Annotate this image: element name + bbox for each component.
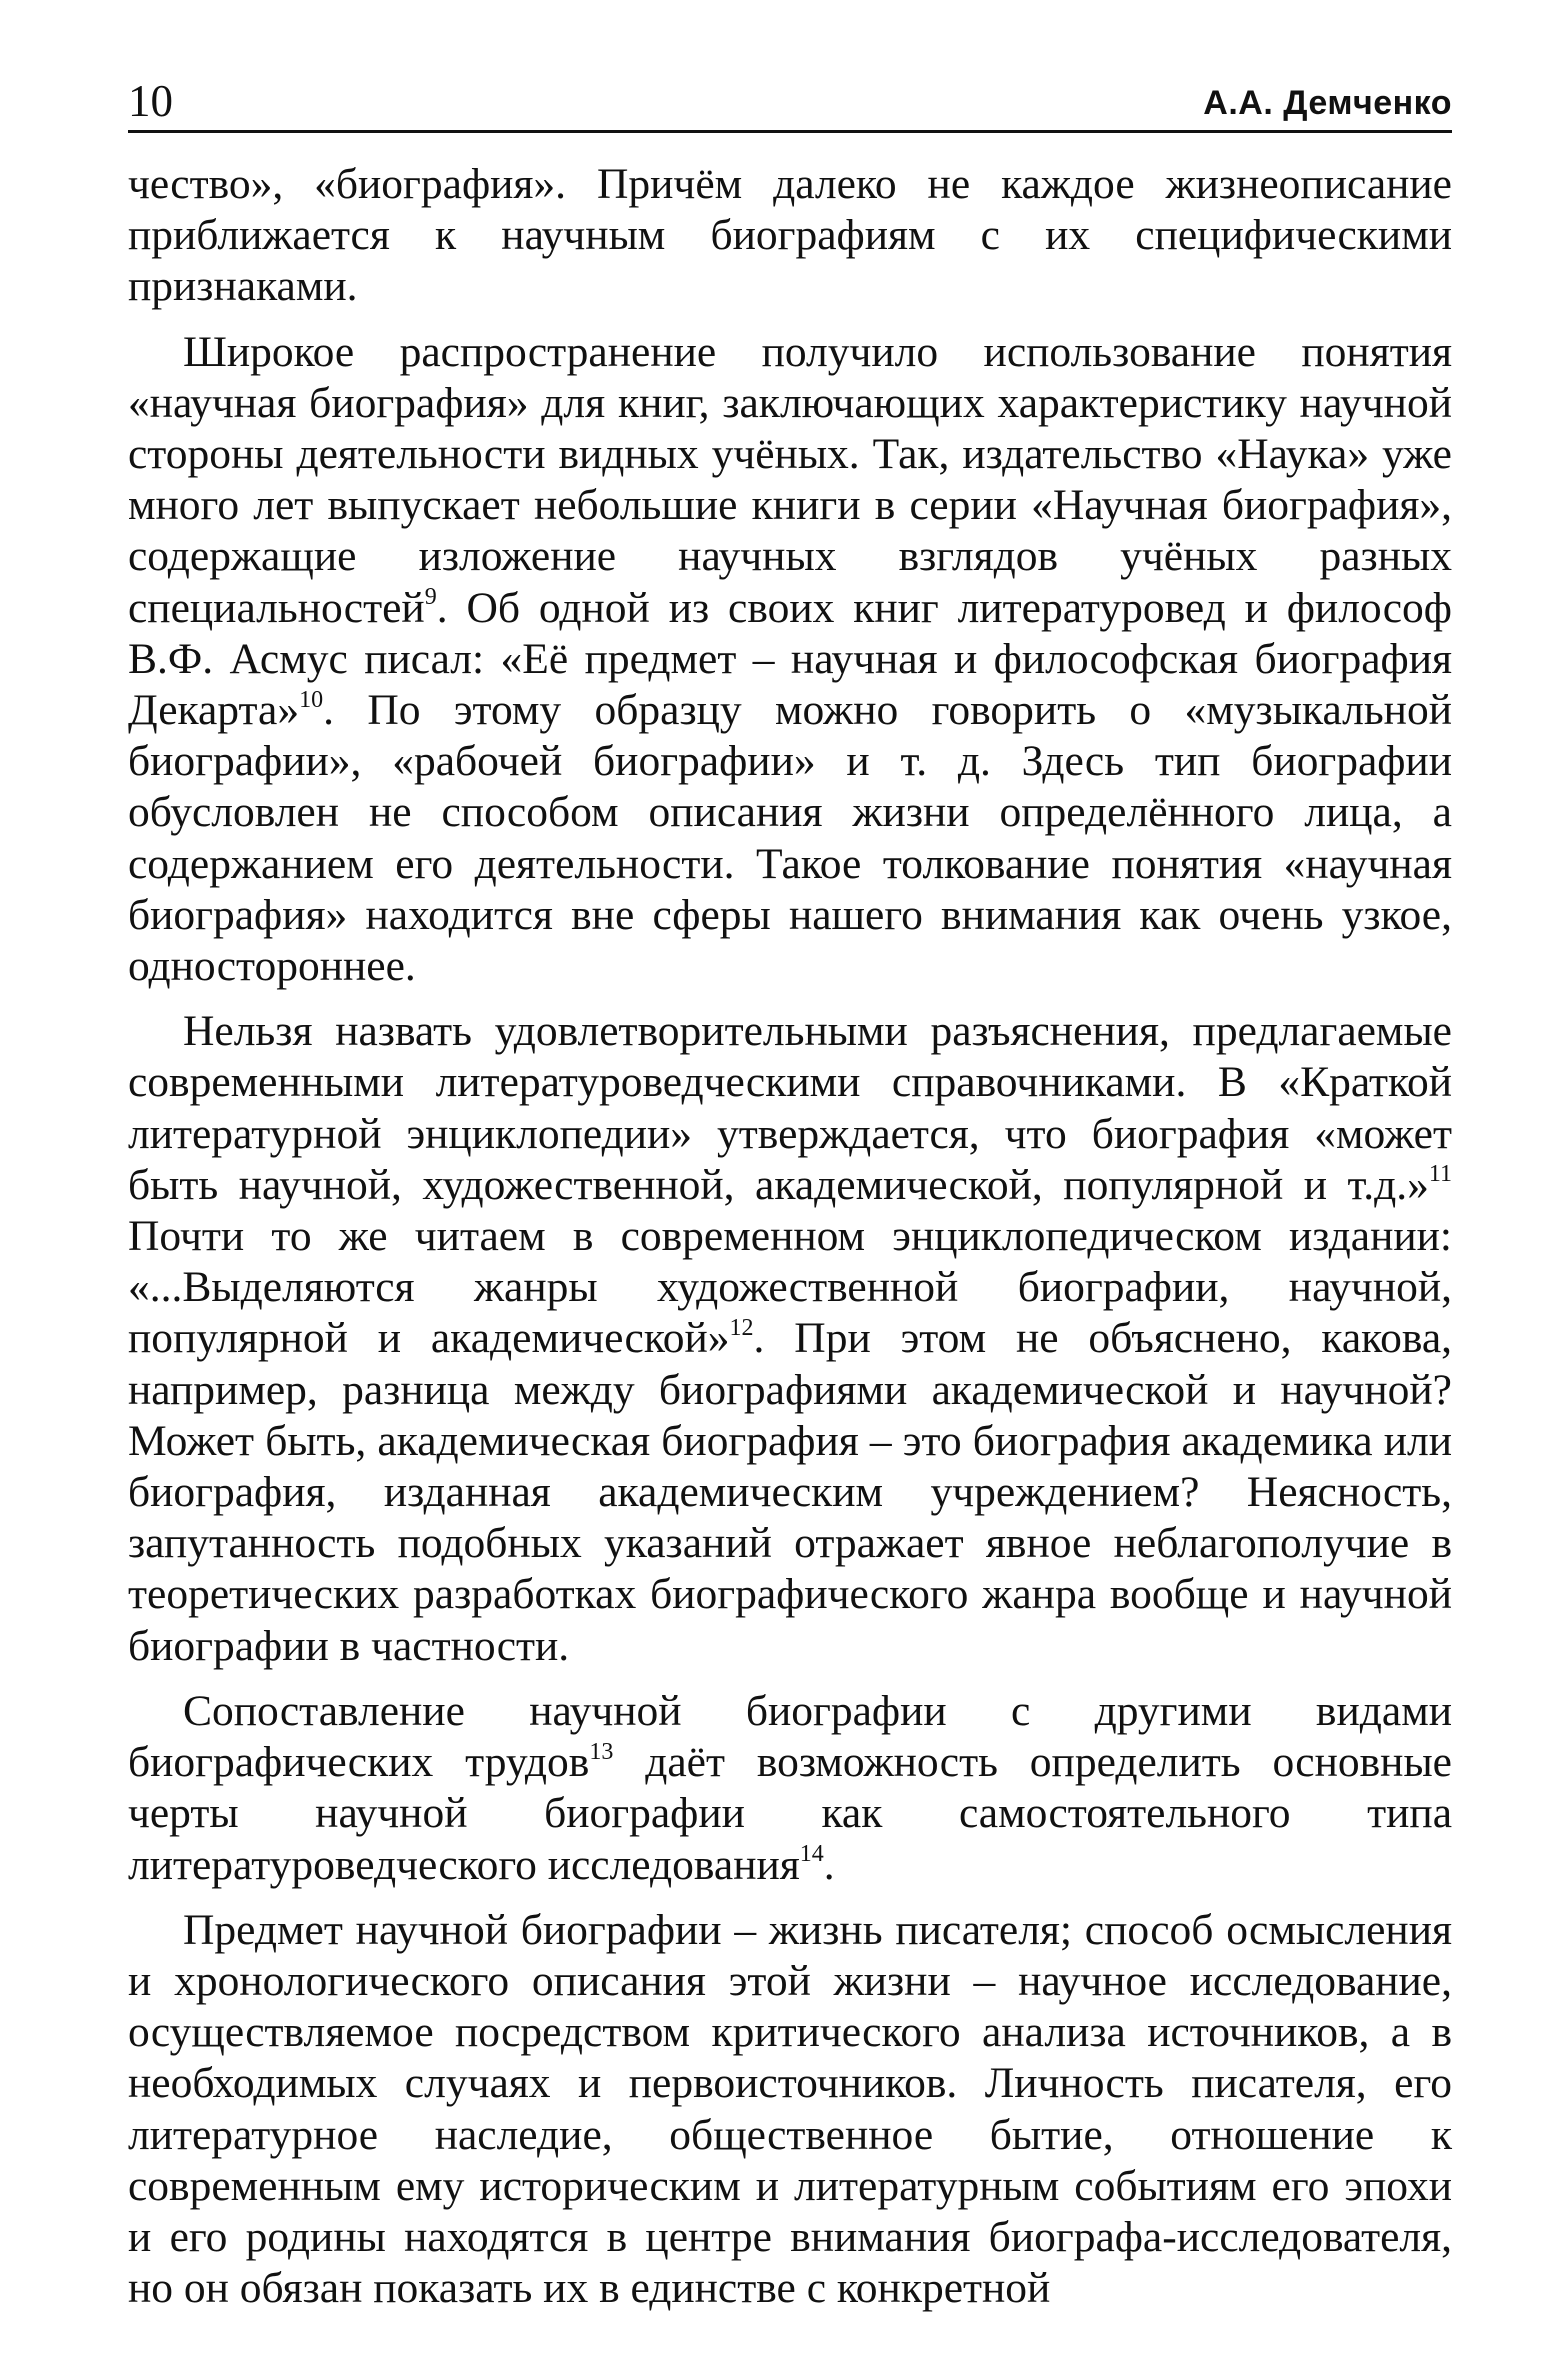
book-page [128,60,1452,2328]
paragraph [128,1006,1452,1672]
paragraph-text: . Об одной из своих книг литературовед и философ В.Ф. Асмус писал: «Её предмет – научная и философская биография Декарта» [128,583,1452,735]
paragraph-text: Сопоставление научной биографии с другими видами биографических трудов [128,1686,1452,1787]
footnote-marker: 12 [729,1314,754,1341]
body-text [128,159,1452,2314]
footnote-marker: 9 [424,584,437,611]
footnote-marker: 13 [589,1738,614,1765]
paragraph [128,327,1452,993]
paragraph-text: чество», «биография». Причём далеко не каждое жизнеописание приближается к научным биографиям с их специфическими признаками. [128,160,1452,311]
page-number: 10 [128,76,173,126]
paragraph-text: Широкое распространение получило использование понятия «научная биография» для книг, заключающих характеристику научной стороны деятельности видных учёных. Так, издательство «Наука» уже много лет выпускает небольшие книги в серии «Научная биография», содержащие изложение научных взглядов учёных разных специальностей [128,327,1452,632]
running-head [128,60,1452,133]
paragraph-text: Почти то же читаем в современном энциклопедическом издании: «...Выделяются жанры художественной биографии, научной, популярной и академической» [128,1212,1452,1363]
footnote-marker: 10 [299,686,324,713]
paragraph [128,1686,1452,1891]
footnote-marker: 14 [799,1841,824,1867]
paragraph-text: даёт возможность определить основные черты научной биографии как самостоятельного типа литературоведческого исследования [128,1738,1452,1889]
running-head-author: А.А. Демченко [1203,84,1452,122]
footnote-marker: 11 [1428,1161,1452,1188]
paragraph-text: Предмет научной биографии – жизнь писателя; способ осмысления и хронологического описания этой жизни – научное исследование, осуществляемое посредством критического анализа источников, а в необходимых случаях и первоисточников. Личность писателя, его литературное наследие, общественное бытие, отношение к современным ему историческим и литературным событиям его эпохи и его родины находятся в центре внимания биографа-исследователя, но он обязан показать их в единстве с конкретной [128,1905,1452,2313]
paragraph-text: . По этому образцу можно говорить о «музыкальной биографии», «рабочей биографии» и т. д. Здесь тип биографии обусловлен не способом описания жизни определённого лица, а содержанием его деятельности. Такое толкование понятия «научная биография» находится вне сферы нашего внимания как очень узкое, одностороннее. [128,686,1452,991]
paragraph [128,1905,1452,2315]
paragraph [128,159,1452,313]
paragraph-text: . При этом не объяснено, какова, например, разница между биографиями академической и научной? Может быть, академическая биография – это биография академика или биография, изданная академическим учреждением? Неясность, запутанность подобных указаний отражает явное неблагополучие в теоретических разработках биографического жанра вообще и научной биографии в частности. [128,1314,1452,1670]
paragraph-text: Нельзя назвать удовлетворительными разъяснения, предлагаемые современными литературоведческими справочниками. В «Краткой литературной энциклопедии» утверждается, что биография «может быть научной, художественной, академической, популярной и т.д.» [128,1007,1452,1209]
paragraph-text: . [823,1840,835,1889]
